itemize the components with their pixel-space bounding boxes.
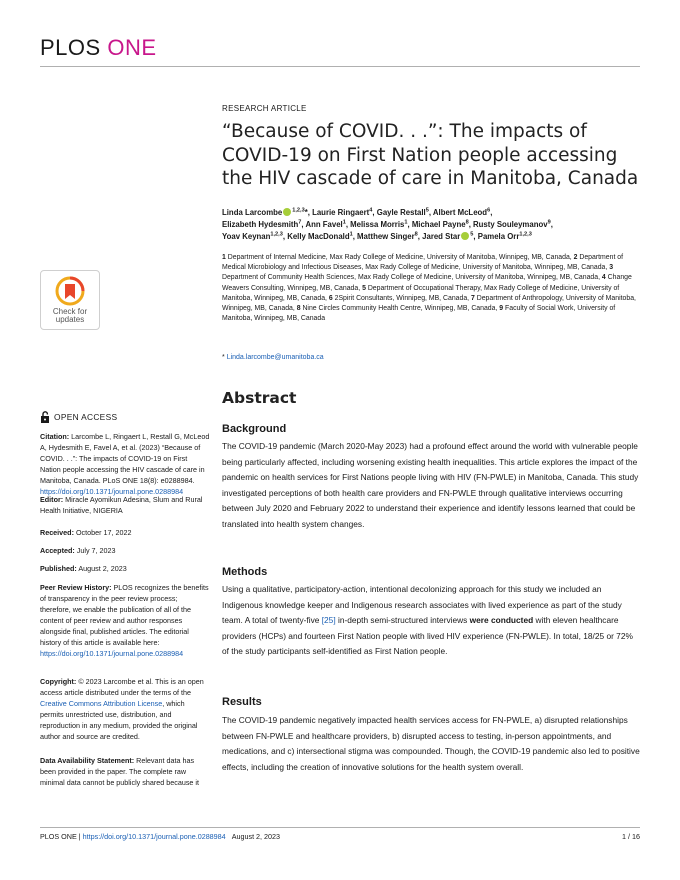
- author-name: Kelly MacDonald: [287, 232, 350, 241]
- citation-label: Citation:: [40, 432, 70, 441]
- data-availability-text: Relevant data has been provided in the paper. The complete raw minimal data cannot be publicly shared because it: [40, 756, 200, 787]
- accepted-label: Accepted:: [40, 546, 75, 555]
- methods-text: Using a qualitative, participatory-action, intentional decolonizing approach for this study we included an Indigenous knowledge keeper and Indigenous research associates with lived experience as part of the study team. A total of twenty-five [25] in-depth semi-structured interviews were conducted with eleven healthcare providers (HCPs) and fourteen First Nation people with lived HIV experience (FN-PWLE). In total, 18/25 or 72% of the study participants self-identified as First Nation people.: [222, 584, 633, 657]
- affiliations: 1 Department of Internal Medicine, Max Rady College of Medicine, University of Manitoba, Winnipeg, MB, Canada, 2 Department of Medical Microbiology and Infectious Diseases, Max Rady College of Medicine, University of Manitoba, Winnipeg, MB, Canada, 3 Department of Community Health Sciences, Max Rady College of Medicine, University of Manitoba, Winnipeg, MB, Canada, 4 Change Weavers Consulting, Winnipeg, MB, Canada, 5 Department of Occupational Therapy, Max Rady College of Medicine, University of Manitoba, Winnipeg, MB, Canada, 6 2Spirit Consultants, Winnipeg, MB, Canada, 7 Department of Anthropology, University of Manitoba, Winnipeg, MB, Canada, 8 Nine Circles Community Health Centre, Winnipeg, MB, Canada, 9 Faculty of Social Work, University of Manitoba, Winnipeg, MB, Canada: [222, 254, 636, 323]
- editor-block: [40, 494, 210, 516]
- orcid-icon[interactable]: [461, 232, 469, 240]
- peer-review-link[interactable]: https://doi.org/10.1371/journal.pone.0288984: [40, 649, 184, 658]
- copyright-text-cont: , which permits unrestricted use, distribution, and reproduction in any medium, provided the original author and source are credited.: [40, 699, 198, 741]
- page-number: 1 / 16: [622, 832, 640, 841]
- article-type: RESEARCH ARTICLE: [222, 104, 307, 113]
- accepted-block: [40, 545, 210, 556]
- open-access-label: OPEN ACCESS: [54, 412, 118, 422]
- background-text: The COVID-19 pandemic (March 2020-May 2023) had a profound effect around the world with vulnerable people being particularly affected, including worsening existing health inequalities. This article explores the impact of the pandemic on health services for First Nations people living with HIV (FN-PWLE) in Manitoba, Canada. This study investigated perceptions of both health care providers and FN-PWLE through qualitative interviews occurring between July 2020 and February 2022 to understand their experience and identify lessons learned that could be translated into health system changes.: [222, 441, 639, 529]
- author-name: Gayle Restall: [376, 208, 426, 217]
- footer-journal: PLOS ONE |: [40, 832, 83, 841]
- author-name: Matthew Singer: [357, 232, 415, 241]
- editor-label: Editor:: [40, 495, 64, 504]
- received-block: [40, 527, 210, 538]
- corresponding-email[interactable]: [222, 354, 324, 361]
- published-block: [40, 563, 210, 574]
- author-list: Linda Larcombe $^{1,2,3}$*, Laurie Ringaert$^4$, Gayle Restall$^5$, Albert McLeod$^6$, Elizabeth Hydesmith$^7$, Ann Favel$^1$, Melissa Morris$^1$, Michael Payne$^8$, Rusty Souleymanov$^9$, Yoav Keynan$^{1,2,3}$, Kelly MacDonald$^1$, Matthew Singer$^8$, Jared Star $^5$, Pamela Orr$^{1,2,3}$: [222, 207, 553, 241]
- corresponding-marker: *: [222, 354, 225, 361]
- open-access-badge: [40, 411, 117, 423]
- check-for-updates-label: Check for updates: [52, 306, 88, 324]
- results-text: The COVID-19 pandemic negatively impacted health services access for FN-PWLE, a) disrupted relationships between FN-PWLE and healthcare providers, b) disrupted access to testing, in-person appointments, and medications, and c) intersectional stigma was compounded. Though, the COVID-19 pandemic also led to positive effects, including the creation of innovative solutions for the health system overall.: [222, 715, 640, 772]
- author-name: Rusty Souleymanov: [473, 220, 548, 229]
- journal-logo: [40, 35, 157, 61]
- results-heading: Results: [222, 696, 262, 708]
- abstract-heading: Abstract: [222, 389, 297, 407]
- cc-license-link[interactable]: Creative Commons Attribution License: [40, 699, 163, 708]
- author-name: Melissa Morris: [350, 220, 405, 229]
- peer-review-label: Peer Review History:: [40, 583, 112, 592]
- received-label: Received:: [40, 528, 74, 537]
- published-label: Published:: [40, 564, 77, 573]
- footer-divider: [40, 827, 640, 828]
- received-date: October 17, 2022: [75, 528, 132, 537]
- header-divider: [40, 66, 640, 67]
- footer: [40, 832, 280, 841]
- author-name: Ann Favel: [305, 220, 343, 229]
- footer-date: August 2, 2023: [231, 832, 281, 841]
- check-for-updates-badge[interactable]: [40, 270, 100, 330]
- data-availability-label: Data Availability Statement:: [40, 756, 135, 765]
- author-name: Michael Payne: [411, 220, 466, 229]
- bookmark-refresh-icon: [55, 276, 85, 306]
- article-title: “Because of COVID. . .”: The impacts of COVID-19 on First Nation people accessing the HIV cascade of care in Manitoba, Canada: [222, 121, 639, 189]
- methods-heading: Methods: [222, 566, 268, 578]
- author-name: Elizabeth Hydesmith: [222, 220, 299, 229]
- email-link[interactable]: Linda.larcombe@umanitoba.ca: [226, 354, 324, 361]
- accepted-date: July 7, 2023: [76, 546, 116, 555]
- citation-doi-link[interactable]: https://doi.org/10.1371/journal.pone.0288984: [40, 487, 184, 496]
- logo-one-text: ONE: [107, 35, 157, 60]
- peer-review-block: [40, 582, 210, 659]
- footer-doi-link[interactable]: https://doi.org/10.1371/journal.pone.0288984: [82, 832, 226, 841]
- citation-block: [40, 431, 210, 497]
- open-lock-icon: [40, 411, 50, 423]
- author-name: Jared Star: [422, 232, 461, 241]
- author-name: Laurie Ringaert: [312, 208, 370, 217]
- author-name: Linda Larcombe: [222, 208, 283, 217]
- background-heading: Background: [222, 423, 287, 435]
- peer-review-text: PLOS recognizes the benefits of transparency in the peer review process; therefore, we enable the publication of all of the content of peer review and author responses alongside final, published articles. The editorial history of this article is available here:: [40, 583, 209, 647]
- copyright-label: Copyright:: [40, 677, 77, 686]
- author-name: Yoav Keynan: [222, 232, 271, 241]
- copyright-block: [40, 676, 210, 742]
- author-name: Pamela Orr: [477, 232, 520, 241]
- published-date: August 2, 2023: [78, 564, 127, 573]
- logo-plos-text: PLOS: [40, 35, 101, 60]
- editor-text: Miracle Ayomikun Adesina, Slum and Rural Health Initiative, NIGERIA: [40, 495, 203, 515]
- copyright-text: © 2023 Larcombe et al. This is an open access article distributed under the terms of the: [40, 677, 204, 697]
- citation-text: Larcombe L, Ringaert L, Restall G, McLeod A, Hydesmith E, Favel A, et al. (2023) “Because of COVID. . .”: The impacts of COVID-19 on First Nation people accessing the HIV cascade of care in Manitoba, Canada. PLoS ONE 18(8): e0288984.: [40, 432, 210, 485]
- orcid-icon[interactable]: [283, 208, 291, 216]
- author-name: Albert McLeod: [432, 208, 488, 217]
- data-availability-block: [40, 755, 210, 788]
- reference-link[interactable]: [25]: [321, 615, 336, 626]
